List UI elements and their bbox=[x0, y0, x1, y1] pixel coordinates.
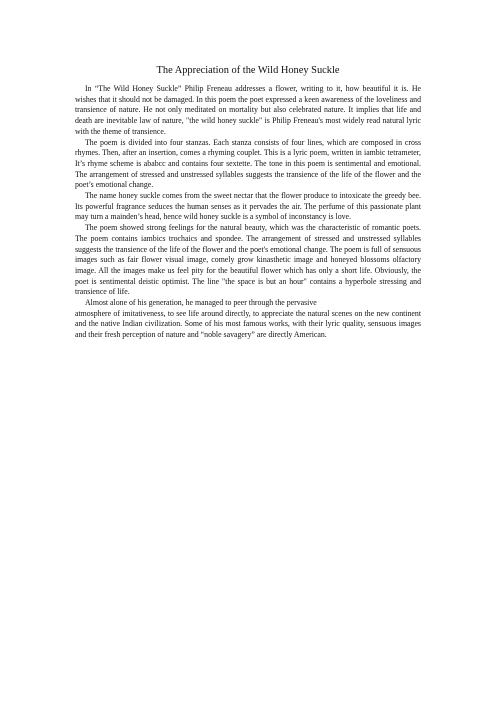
paragraph-5-continuation: atmosphere of imitativeness, to see life around directly, to appreciate the natural scenes on the new continent and the native Indian civilization. Some of his most famous works, with their lyric quality, sensuous images and their fresh perception of nature and “noble savagery” are directly American. bbox=[75, 308, 421, 340]
document-body bbox=[75, 64, 421, 341]
paragraph-2: The poem is divided into four stanzas. Each stanza consists of four lines, which are composed in cross rhymes. Then, after an insertion, comes a rhyming couplet. This is a lyric poem, written in iambic tetrameter, It’s rhyme scheme is ababcc and contains four sextette. The tone in this poem is sentimental and emotional. The arrangement of stressed and unstressed syllables suggests the transience of the life of the flower and the poet’s emotional change. bbox=[75, 137, 421, 190]
paragraph-5-first-line: Almost alone of his generation, he managed to peer through the pervasive bbox=[85, 298, 317, 308]
paragraph-4: The poem showed strong feelings for the natural beauty, which was the characteristic of romantic poets. The poem contains iambics trochaics and spondee. The arrangement of stressed and unstressed syllables suggests the transience of the life of the flower and the poet's emotional change. The poem is full of sensuous images such as fair flower visual image, comely grow kinasthetic image and honeyed blossoms olfactory image. All the images make us feel pity for the beautiful flower which has only a short life. Obviously, the poet is sentimental deistic optimist. The line "the space is but an hour" contains a hyperbole stressing and transience of life. bbox=[75, 223, 421, 297]
paragraph-1: In “The Wild Honey Suckle” Philip Freneau addresses a flower, writing to it, how beautiful it is. He wishes that it should not be damaged. In this poem the poet expressed a keen awareness of the loveliness and transience of nature. He not only meditated on mortality but also celebrated nature. It implies that life and death are inevitable law of nature, "the wild honey suckle" is Philip Freneau's most widely read natural lyric with the theme of transience. bbox=[75, 84, 421, 136]
paragraph-3: The name honey suckle comes from the sweet nectar that the flower produce to intoxicate the greedy bee. Its powerful fragrance seduces the human senses as it pervades the air. The perfume of this passionate plant may turn a mainden’s head, hence wild honey suckle is a symbol of inconstancy is love. bbox=[75, 191, 421, 222]
document-title: The Appreciation of the Wild Honey Suckle bbox=[156, 65, 340, 76]
